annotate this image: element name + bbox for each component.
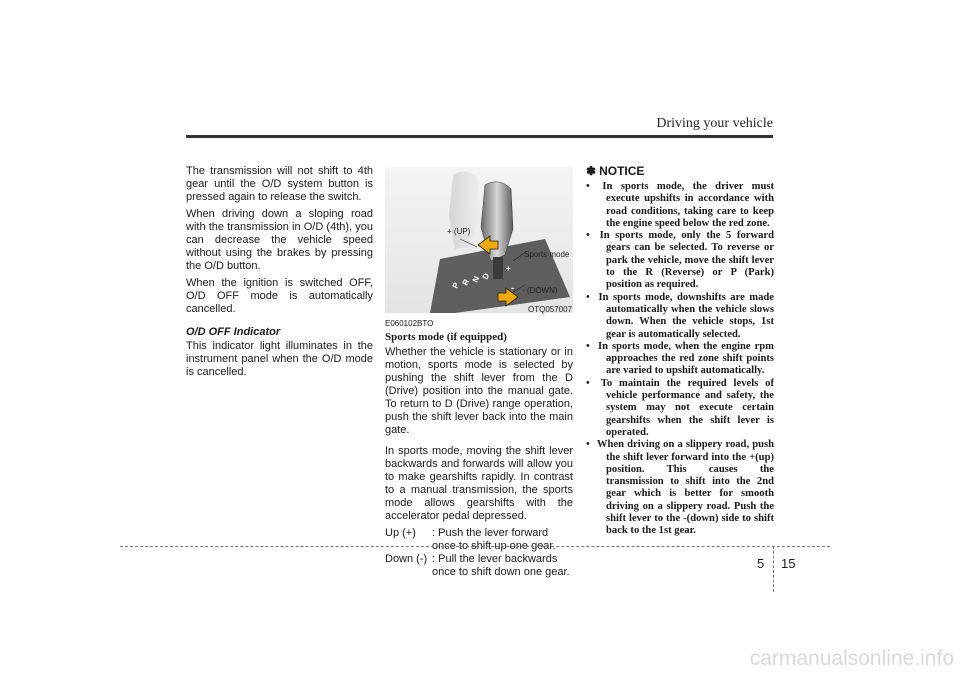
gate-sign-minus: - <box>511 283 514 293</box>
list-item <box>586 439 774 537</box>
footer-rule <box>120 546 830 547</box>
bullet-icon: • <box>586 439 590 451</box>
list-item <box>586 341 774 378</box>
notice-list <box>586 181 774 538</box>
paragraph: This indicator light illuminates in the instrument panel when the O/D mode is cancelled. <box>186 340 373 378</box>
down-instruction <box>385 553 573 579</box>
bullet-icon: • <box>586 340 590 352</box>
list-item-text: To maintain the required levels of vehicle performance and safety, the system may not execute certain gearshifts when the shift lever is operated. <box>600 377 774 438</box>
bullet-icon: • <box>586 230 590 242</box>
up-instruction <box>385 527 573 553</box>
paragraph: Whether the vehicle is stationary or in motion, sports mode is selected by pushing the shift lever from the D (Drive) position into the manual gate. To return to D (Drive) range operation, push the shift lever back into the main gate. <box>385 346 573 436</box>
gate-letter: D <box>480 271 492 281</box>
gate-letter: P <box>450 281 462 290</box>
gate-letter: R <box>460 277 472 287</box>
running-header: Driving your vehicle <box>656 116 773 131</box>
down-value: : Pull the lever backwards once to shift down one gear. <box>432 553 570 578</box>
watermark: carmanualsonline.info <box>749 647 954 670</box>
paragraph: When the ignition is switched OFF, O/D OFF mode is automatically cancelled. <box>186 277 373 315</box>
page-number: 15 <box>781 556 796 571</box>
notice-box <box>586 165 774 538</box>
list-item-text: In sports mode, only the 5 forward gears can be selected. To reverse or park the vehicle, move the shift lever to the R (Reverse) or P (Park) position as required. <box>599 230 774 291</box>
list-item <box>586 181 774 230</box>
bullet-icon: • <box>586 377 590 389</box>
list-item-text: When driving on a slippery road, push the shift lever forward into the +(up) position. This causes the transmission to shift into the 2nd gear which is better for smooth driving on a slippery road. Push the shift lever to the -(down) side to shift back to the 1st gear. <box>596 439 774 537</box>
down-key: Down (-) <box>385 553 428 565</box>
paragraph: When driving down a sloping road with the transmission in O/D (4th), you can decrease the vehicle speed without using the brakes by pressing the O/D button. <box>186 208 373 272</box>
section-title: Sports mode (if equipped) <box>385 331 507 343</box>
up-key: Up (+) <box>385 527 416 539</box>
up-value: : Push the lever forward once to shift up one gear. <box>432 527 556 552</box>
subhead-od-off-indicator: O/D OFF Indicator <box>186 326 281 338</box>
bullet-icon: • <box>586 291 590 303</box>
label-up: + (UP) <box>447 227 471 236</box>
lever-shaft <box>493 257 503 279</box>
header-rule <box>186 135 773 138</box>
chapter-number: 5 <box>757 556 765 571</box>
list-item <box>586 230 774 291</box>
paragraph: The transmission will not shift to 4th gear until the O/D system button is pressed again to release the switch. <box>186 165 373 203</box>
notice-mark-icon: ✽ <box>586 164 597 178</box>
gate-letter: N <box>470 274 482 284</box>
column-2 <box>385 167 573 579</box>
section-code: E060102BTO <box>385 319 434 328</box>
list-item-text: In sports mode, when the engine rpm approaches the red zone shift points are varied to upshift automatically. <box>597 340 774 377</box>
footer-divider <box>773 546 774 592</box>
label-down: - (DOWN) <box>522 286 558 295</box>
paragraph: In sports mode, moving the shift lever backwards and forwards will allow you to make gearshifts rapidly. In contrast to a manual transmission, the sports mode allows gearshifts with the accelerator pedal depressed. <box>385 445 573 522</box>
shift-lever-figure <box>385 167 573 313</box>
list-item <box>586 292 774 341</box>
notice-title: NOTICE <box>599 164 645 178</box>
column-1 <box>186 165 373 383</box>
list-item <box>586 378 774 439</box>
list-item-text: In sports mode, the driver must execute upshifts in accordance with road conditions, taking care to keep the engine speed below the red zone. <box>602 181 774 229</box>
figure-code: OTQ057007 <box>528 305 573 314</box>
label-sports-mode: Sports mode <box>524 250 570 259</box>
notice-heading <box>586 165 774 178</box>
list-item-text: In sports mode, downshifts are made automatically when the vehicle slows down. When the vehicle stops, 1st gear is automatically selected. <box>598 291 774 340</box>
gate-sign-plus: + <box>506 264 511 273</box>
bullet-icon: • <box>586 181 590 192</box>
